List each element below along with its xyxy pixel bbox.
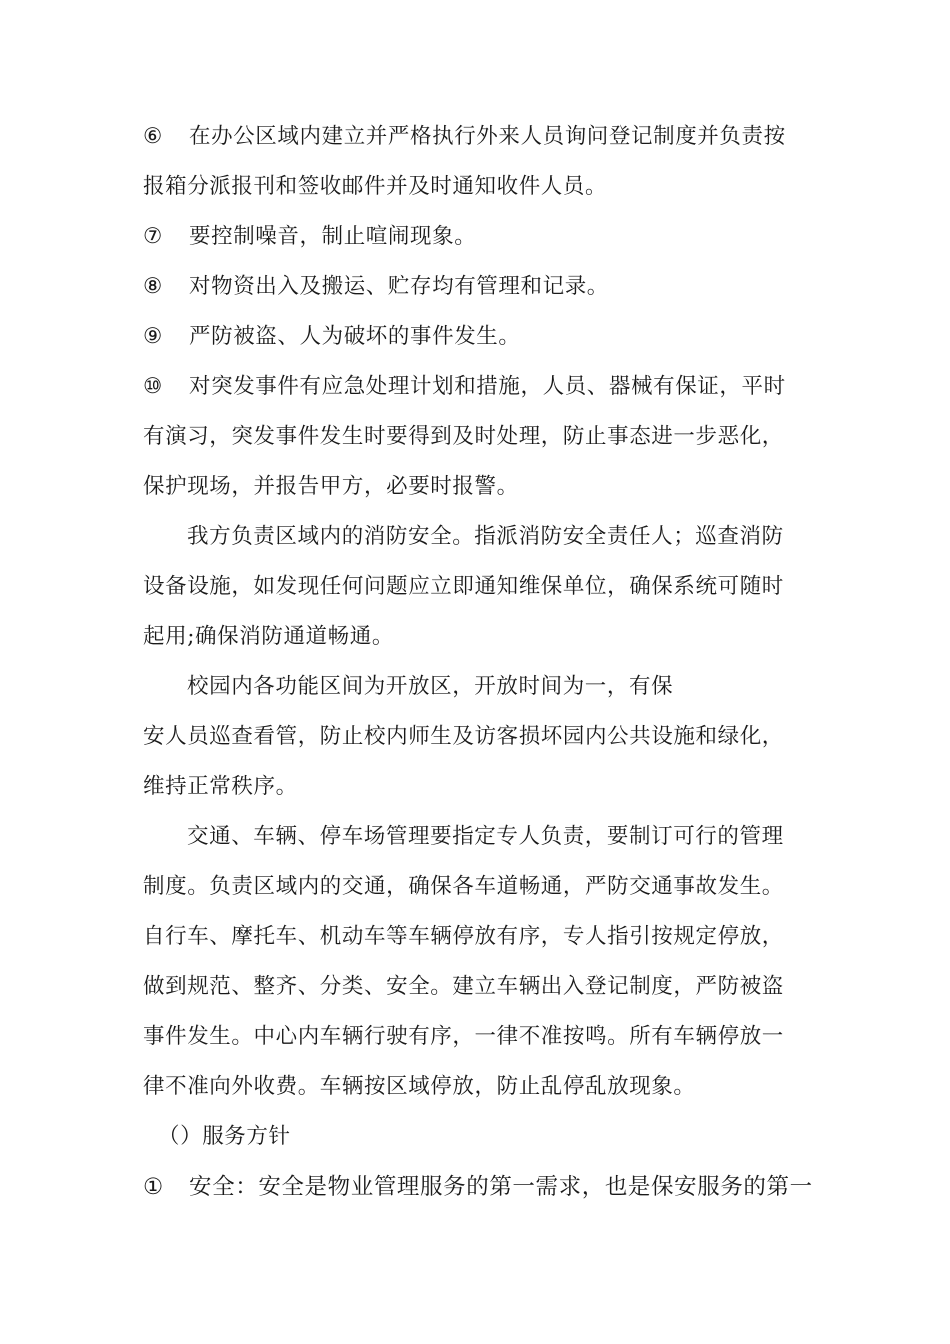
paragraph-line: 设备设施，如发现任何问题应立即通知维保单位，确保系统可随时: [143, 574, 784, 599]
paragraph-line: 做到规范、整齐、分类、安全。建立车辆出入登记制度，严防被盗: [143, 974, 784, 999]
item-label: 安全：: [189, 1174, 259, 1200]
list-item-8: [143, 272, 609, 302]
paragraph-line: 维持正常秩序。: [143, 774, 298, 799]
list-item-safety: [143, 1172, 813, 1202]
list-item-6: [143, 122, 786, 152]
item-text: 在办公区域内建立并严格执行外来人员询问登记制度并负责按: [189, 124, 786, 149]
paragraph-line: 自行车、摩托车、机动车等车辆停放有序，专人指引按规定停放，: [143, 924, 784, 949]
paragraph-line: 报箱分派报刊和签收邮件并及时通知收件人员。: [143, 174, 608, 199]
paragraph-line: 律不准向外收费。车辆按区域停放，防止乱停乱放现象。: [143, 1074, 696, 1099]
paragraph-line: 事件发生。中心内车辆行驶有序，一律不准按鸣。所有车辆停放一: [143, 1024, 784, 1049]
item-number: ⑦: [143, 224, 163, 249]
paragraph-line: 安人员巡查看管，防止校内师生及访客损坏园内公共设施和绿化，: [143, 724, 784, 749]
paragraph-line: 起用;确保消防通道畅通。: [143, 624, 394, 649]
list-item-9: [143, 322, 521, 352]
item-number: ⑨: [143, 324, 163, 349]
item-text: 严防被盗、人为破坏的事件发生。: [189, 324, 521, 349]
list-item-7: [143, 222, 476, 252]
item-text: 安全是物业管理服务的第一需求，也是保安服务的第一: [258, 1174, 813, 1200]
paragraph-traffic-line: 交通、车辆、停车场管理要指定专人负责，要制订可行的管理: [187, 824, 784, 849]
section-heading: （）服务方针: [158, 1124, 291, 1149]
item-number: ①: [143, 1174, 164, 1200]
paragraph-line: 有演习，突发事件发生时要得到及时处理，防止事态进一步恶化，: [143, 424, 784, 449]
paragraph-line: 制度。负责区域内的交通，确保各车道畅通，严防交通事故发生。: [143, 874, 784, 899]
list-item-10: [143, 372, 786, 402]
item-text: 对物资出入及搬运、贮存均有管理和记录。: [189, 274, 609, 299]
paragraph-campus-line: 校园内各功能区间为开放区，开放时间为一，有保: [187, 674, 674, 699]
paragraph-fire-safety-line: 我方负责区域内的消防安全。指派消防安全责任人；巡查消防: [187, 524, 784, 549]
item-number: ⑥: [143, 124, 163, 149]
item-number: ⑩: [143, 374, 163, 399]
item-number: ⑧: [143, 274, 163, 299]
item-text: 要控制噪音，制止喧闹现象。: [189, 224, 477, 249]
paragraph-line: 保护现场，并报告甲方，必要时报警。: [143, 474, 519, 499]
item-text: 对突发事件有应急处理计划和措施，人员、器械有保证，平时: [189, 374, 786, 399]
